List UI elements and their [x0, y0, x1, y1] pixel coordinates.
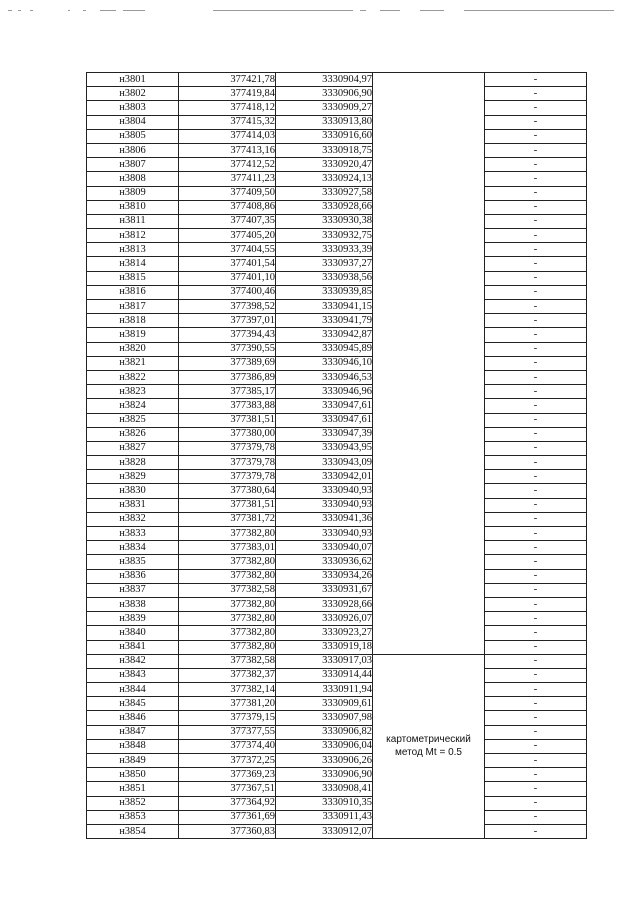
x-coordinate-cell: 377380,00 [179, 427, 276, 441]
accuracy-cell: - [485, 370, 587, 384]
accuracy-cell: - [485, 129, 587, 143]
table-row [87, 555, 587, 569]
point-name-cell: н3845 [87, 697, 179, 711]
x-coordinate-cell: 377412,52 [179, 158, 276, 172]
point-name-cell: н3831 [87, 498, 179, 512]
method-cell-upper [373, 73, 485, 655]
table-row [87, 527, 587, 541]
accuracy-cell: - [485, 754, 587, 768]
accuracy-cell: - [485, 300, 587, 314]
table-row [87, 229, 587, 243]
table-row [87, 399, 587, 413]
y-coordinate-cell: 3330930,38 [276, 214, 373, 228]
y-coordinate-cell: 3330946,96 [276, 385, 373, 399]
table-row [87, 626, 587, 640]
y-coordinate-cell: 3330919,18 [276, 640, 373, 654]
y-coordinate-cell: 3330940,93 [276, 498, 373, 512]
accuracy-cell: - [485, 456, 587, 470]
point-name-cell: н3835 [87, 555, 179, 569]
table-row [87, 484, 587, 498]
x-coordinate-cell: 377401,54 [179, 257, 276, 271]
coordinates-table [86, 72, 587, 839]
accuracy-cell: - [485, 214, 587, 228]
method-label: картометрический [386, 734, 471, 746]
point-name-cell: н3817 [87, 300, 179, 314]
x-coordinate-cell: 377419,84 [179, 87, 276, 101]
x-coordinate-cell: 377379,78 [179, 441, 276, 455]
x-coordinate-cell: 377380,64 [179, 484, 276, 498]
y-coordinate-cell: 3330906,90 [276, 768, 373, 782]
point-name-cell: н3849 [87, 754, 179, 768]
point-name-cell: н3818 [87, 314, 179, 328]
table-row [87, 697, 587, 711]
accuracy-cell: - [485, 158, 587, 172]
accuracy-cell: - [485, 597, 587, 611]
x-coordinate-cell: 377404,55 [179, 243, 276, 257]
x-coordinate-cell: 377401,10 [179, 271, 276, 285]
point-name-cell: н3808 [87, 172, 179, 186]
y-coordinate-cell: 3330913,80 [276, 115, 373, 129]
accuracy-cell: - [485, 711, 587, 725]
accuracy-cell: - [485, 73, 587, 87]
y-coordinate-cell: 3330940,07 [276, 541, 373, 555]
table-row [87, 243, 587, 257]
point-name-cell: н3802 [87, 87, 179, 101]
table-row [87, 810, 587, 824]
accuracy-cell: - [485, 314, 587, 328]
accuracy-cell: - [485, 782, 587, 796]
point-name-cell: н3840 [87, 626, 179, 640]
point-name-cell: н3832 [87, 512, 179, 526]
x-coordinate-cell: 377408,86 [179, 200, 276, 214]
scan-header-marks [8, 8, 632, 14]
point-name-cell: н3843 [87, 668, 179, 682]
x-coordinate-cell: 377382,80 [179, 597, 276, 611]
y-coordinate-cell: 3330941,15 [276, 300, 373, 314]
point-name-cell: н3806 [87, 143, 179, 157]
accuracy-cell: - [485, 441, 587, 455]
point-name-cell: н3815 [87, 271, 179, 285]
accuracy-cell: - [485, 512, 587, 526]
accuracy-cell: - [485, 229, 587, 243]
point-name-cell: н3851 [87, 782, 179, 796]
accuracy-cell: - [485, 555, 587, 569]
y-coordinate-cell: 3330911,94 [276, 683, 373, 697]
y-coordinate-cell: 3330947,61 [276, 413, 373, 427]
table-row [87, 498, 587, 512]
x-coordinate-cell: 377360,83 [179, 824, 276, 838]
accuracy-cell: - [485, 541, 587, 555]
y-coordinate-cell: 3330928,66 [276, 200, 373, 214]
point-name-cell: н3805 [87, 129, 179, 143]
accuracy-cell: - [485, 243, 587, 257]
y-coordinate-cell: 3330909,27 [276, 101, 373, 115]
x-coordinate-cell: 377413,16 [179, 143, 276, 157]
x-coordinate-cell: 377382,80 [179, 612, 276, 626]
accuracy-cell: - [485, 626, 587, 640]
accuracy-cell: - [485, 470, 587, 484]
x-coordinate-cell: 377379,78 [179, 470, 276, 484]
table-row [87, 87, 587, 101]
point-name-cell: н3841 [87, 640, 179, 654]
table-row [87, 271, 587, 285]
x-coordinate-cell: 377381,51 [179, 413, 276, 427]
table-row [87, 583, 587, 597]
table-row [87, 101, 587, 115]
y-coordinate-cell: 3330940,93 [276, 484, 373, 498]
point-name-cell: н3814 [87, 257, 179, 271]
point-name-cell: н3810 [87, 200, 179, 214]
table-row [87, 214, 587, 228]
table-row [87, 824, 587, 838]
accuracy-cell: - [485, 796, 587, 810]
x-coordinate-cell: 377409,50 [179, 186, 276, 200]
point-name-cell: н3838 [87, 597, 179, 611]
x-coordinate-cell: 377381,20 [179, 697, 276, 711]
accuracy-cell: - [485, 739, 587, 753]
x-coordinate-cell: 377385,17 [179, 385, 276, 399]
accuracy-cell: - [485, 697, 587, 711]
y-coordinate-cell: 3330936,62 [276, 555, 373, 569]
accuracy-cell: - [485, 356, 587, 370]
accuracy-cell: - [485, 172, 587, 186]
accuracy-cell: - [485, 328, 587, 342]
table-row [87, 541, 587, 555]
accuracy-cell: - [485, 101, 587, 115]
accuracy-cell: - [485, 583, 587, 597]
x-coordinate-cell: 377381,72 [179, 512, 276, 526]
y-coordinate-cell: 3330918,75 [276, 143, 373, 157]
table-row [87, 172, 587, 186]
point-name-cell: н3848 [87, 739, 179, 753]
table-row [87, 612, 587, 626]
table-row [87, 257, 587, 271]
table-row [87, 328, 587, 342]
y-coordinate-cell: 3330920,47 [276, 158, 373, 172]
y-coordinate-cell: 3330927,58 [276, 186, 373, 200]
accuracy-cell: - [485, 527, 587, 541]
table-row [87, 129, 587, 143]
accuracy-cell: - [485, 640, 587, 654]
x-coordinate-cell: 377382,80 [179, 527, 276, 541]
x-coordinate-cell: 377382,14 [179, 683, 276, 697]
y-coordinate-cell: 3330945,89 [276, 342, 373, 356]
x-coordinate-cell: 377382,80 [179, 569, 276, 583]
x-coordinate-cell: 377379,15 [179, 711, 276, 725]
accuracy-cell: - [485, 683, 587, 697]
point-name-cell: н3809 [87, 186, 179, 200]
x-coordinate-cell: 377411,23 [179, 172, 276, 186]
table-row [87, 143, 587, 157]
point-name-cell: н3836 [87, 569, 179, 583]
point-name-cell: н3821 [87, 356, 179, 370]
method-cell-lower [373, 654, 485, 838]
x-coordinate-cell: 377377,55 [179, 725, 276, 739]
point-name-cell: н3847 [87, 725, 179, 739]
table-row [87, 186, 587, 200]
point-name-cell: н3839 [87, 612, 179, 626]
point-name-cell: н3822 [87, 370, 179, 384]
point-name-cell: н3854 [87, 824, 179, 838]
y-coordinate-cell: 3330916,60 [276, 129, 373, 143]
x-coordinate-cell: 377394,43 [179, 328, 276, 342]
point-name-cell: н3842 [87, 654, 179, 668]
y-coordinate-cell: 3330917,03 [276, 654, 373, 668]
accuracy-cell: - [485, 143, 587, 157]
x-coordinate-cell: 377386,89 [179, 370, 276, 384]
table-row [87, 739, 587, 753]
y-coordinate-cell: 3330907,98 [276, 711, 373, 725]
y-coordinate-cell: 3330942,01 [276, 470, 373, 484]
accuracy-cell: - [485, 427, 587, 441]
x-coordinate-cell: 377415,32 [179, 115, 276, 129]
point-name-cell: н3824 [87, 399, 179, 413]
accuracy-cell: - [485, 186, 587, 200]
accuracy-cell: - [485, 115, 587, 129]
table-row [87, 569, 587, 583]
table-row [87, 314, 587, 328]
y-coordinate-cell: 3330942,87 [276, 328, 373, 342]
table-row [87, 300, 587, 314]
x-coordinate-cell: 377382,80 [179, 640, 276, 654]
table-row [87, 597, 587, 611]
table-row [87, 668, 587, 682]
y-coordinate-cell: 3330906,04 [276, 739, 373, 753]
point-name-cell: н3804 [87, 115, 179, 129]
table-row [87, 413, 587, 427]
x-coordinate-cell: 377383,88 [179, 399, 276, 413]
point-name-cell: н3820 [87, 342, 179, 356]
point-name-cell: н3812 [87, 229, 179, 243]
accuracy-cell: - [485, 200, 587, 214]
accuracy-cell: - [485, 385, 587, 399]
accuracy-cell: - [485, 725, 587, 739]
point-name-cell: н3828 [87, 456, 179, 470]
accuracy-cell: - [485, 285, 587, 299]
accuracy-cell: - [485, 810, 587, 824]
x-coordinate-cell: 377400,46 [179, 285, 276, 299]
y-coordinate-cell: 3330937,27 [276, 257, 373, 271]
accuracy-cell: - [485, 569, 587, 583]
point-name-cell: н3834 [87, 541, 179, 555]
accuracy-cell: - [485, 257, 587, 271]
table-row [87, 342, 587, 356]
table-row [87, 456, 587, 470]
table-row [87, 73, 587, 87]
point-name-cell: н3830 [87, 484, 179, 498]
accuracy-cell: - [485, 271, 587, 285]
table-row [87, 470, 587, 484]
y-coordinate-cell: 3330906,82 [276, 725, 373, 739]
point-name-cell: н3807 [87, 158, 179, 172]
point-name-cell: н3829 [87, 470, 179, 484]
point-name-cell: н3846 [87, 711, 179, 725]
table-row [87, 385, 587, 399]
point-name-cell: н3826 [87, 427, 179, 441]
point-name-cell: н3852 [87, 796, 179, 810]
x-coordinate-cell: 377381,51 [179, 498, 276, 512]
y-coordinate-cell: 3330932,75 [276, 229, 373, 243]
x-coordinate-cell: 377367,51 [179, 782, 276, 796]
y-coordinate-cell: 3330912,07 [276, 824, 373, 838]
accuracy-cell: - [485, 342, 587, 356]
table-row [87, 441, 587, 455]
table-row [87, 768, 587, 782]
x-coordinate-cell: 377364,92 [179, 796, 276, 810]
x-coordinate-cell: 377390,55 [179, 342, 276, 356]
y-coordinate-cell: 3330924,13 [276, 172, 373, 186]
table-row [87, 200, 587, 214]
y-coordinate-cell: 3330911,43 [276, 810, 373, 824]
y-coordinate-cell: 3330933,39 [276, 243, 373, 257]
y-coordinate-cell: 3330946,10 [276, 356, 373, 370]
table-row [87, 158, 587, 172]
point-name-cell: н3811 [87, 214, 179, 228]
point-name-cell: н3813 [87, 243, 179, 257]
y-coordinate-cell: 3330906,26 [276, 754, 373, 768]
x-coordinate-cell: 377421,78 [179, 73, 276, 87]
table-row [87, 115, 587, 129]
table-row [87, 683, 587, 697]
accuracy-cell: - [485, 654, 587, 668]
point-name-cell: н3819 [87, 328, 179, 342]
accuracy-cell: - [485, 87, 587, 101]
point-name-cell: н3803 [87, 101, 179, 115]
x-coordinate-cell: 377382,58 [179, 654, 276, 668]
x-coordinate-cell: 377382,80 [179, 555, 276, 569]
y-coordinate-cell: 3330940,93 [276, 527, 373, 541]
point-name-cell: н3850 [87, 768, 179, 782]
point-name-cell: н3823 [87, 385, 179, 399]
table-row [87, 427, 587, 441]
x-coordinate-cell: 377383,01 [179, 541, 276, 555]
y-coordinate-cell: 3330923,27 [276, 626, 373, 640]
point-name-cell: н3833 [87, 527, 179, 541]
point-name-cell: н3827 [87, 441, 179, 455]
x-coordinate-cell: 377382,58 [179, 583, 276, 597]
y-coordinate-cell: 3330910,35 [276, 796, 373, 810]
y-coordinate-cell: 3330904,97 [276, 73, 373, 87]
y-coordinate-cell: 3330938,56 [276, 271, 373, 285]
table-row [87, 796, 587, 810]
method-accuracy-label: метод Mt = 0.5 [395, 747, 462, 759]
accuracy-cell: - [485, 824, 587, 838]
y-coordinate-cell: 3330946,53 [276, 370, 373, 384]
accuracy-cell: - [485, 484, 587, 498]
y-coordinate-cell: 3330908,41 [276, 782, 373, 796]
y-coordinate-cell: 3330931,67 [276, 583, 373, 597]
x-coordinate-cell: 377382,80 [179, 626, 276, 640]
y-coordinate-cell: 3330928,66 [276, 597, 373, 611]
x-coordinate-cell: 377405,20 [179, 229, 276, 243]
y-coordinate-cell: 3330909,61 [276, 697, 373, 711]
y-coordinate-cell: 3330943,09 [276, 456, 373, 470]
accuracy-cell: - [485, 498, 587, 512]
accuracy-cell: - [485, 768, 587, 782]
point-name-cell: н3853 [87, 810, 179, 824]
y-coordinate-cell: 3330943,95 [276, 441, 373, 455]
table-row [87, 285, 587, 299]
x-coordinate-cell: 377389,69 [179, 356, 276, 370]
y-coordinate-cell: 3330939,85 [276, 285, 373, 299]
y-coordinate-cell: 3330906,90 [276, 87, 373, 101]
table-row [87, 711, 587, 725]
coordinates-table-body [87, 73, 587, 839]
y-coordinate-cell: 3330941,36 [276, 512, 373, 526]
y-coordinate-cell: 3330947,39 [276, 427, 373, 441]
point-name-cell: н3801 [87, 73, 179, 87]
x-coordinate-cell: 377418,12 [179, 101, 276, 115]
accuracy-cell: - [485, 399, 587, 413]
table-row [87, 782, 587, 796]
table-row [87, 725, 587, 739]
y-coordinate-cell: 3330947,61 [276, 399, 373, 413]
table-row [87, 356, 587, 370]
point-name-cell: н3844 [87, 683, 179, 697]
y-coordinate-cell: 3330926,07 [276, 612, 373, 626]
accuracy-cell: - [485, 612, 587, 626]
x-coordinate-cell: 377379,78 [179, 456, 276, 470]
y-coordinate-cell: 3330934,26 [276, 569, 373, 583]
x-coordinate-cell: 377382,37 [179, 668, 276, 682]
table-row [87, 370, 587, 384]
x-coordinate-cell: 377398,52 [179, 300, 276, 314]
x-coordinate-cell: 377369,23 [179, 768, 276, 782]
table-row [87, 640, 587, 654]
point-name-cell: н3816 [87, 285, 179, 299]
y-coordinate-cell: 3330914,44 [276, 668, 373, 682]
y-coordinate-cell: 3330941,79 [276, 314, 373, 328]
accuracy-cell: - [485, 413, 587, 427]
x-coordinate-cell: 377397,01 [179, 314, 276, 328]
point-name-cell: н3837 [87, 583, 179, 597]
table-row [87, 512, 587, 526]
point-name-cell: н3825 [87, 413, 179, 427]
accuracy-cell: - [485, 668, 587, 682]
table-row [87, 654, 587, 668]
x-coordinate-cell: 377374,40 [179, 739, 276, 753]
x-coordinate-cell: 377372,25 [179, 754, 276, 768]
x-coordinate-cell: 377414,03 [179, 129, 276, 143]
x-coordinate-cell: 377361,69 [179, 810, 276, 824]
table-row [87, 754, 587, 768]
x-coordinate-cell: 377407,35 [179, 214, 276, 228]
